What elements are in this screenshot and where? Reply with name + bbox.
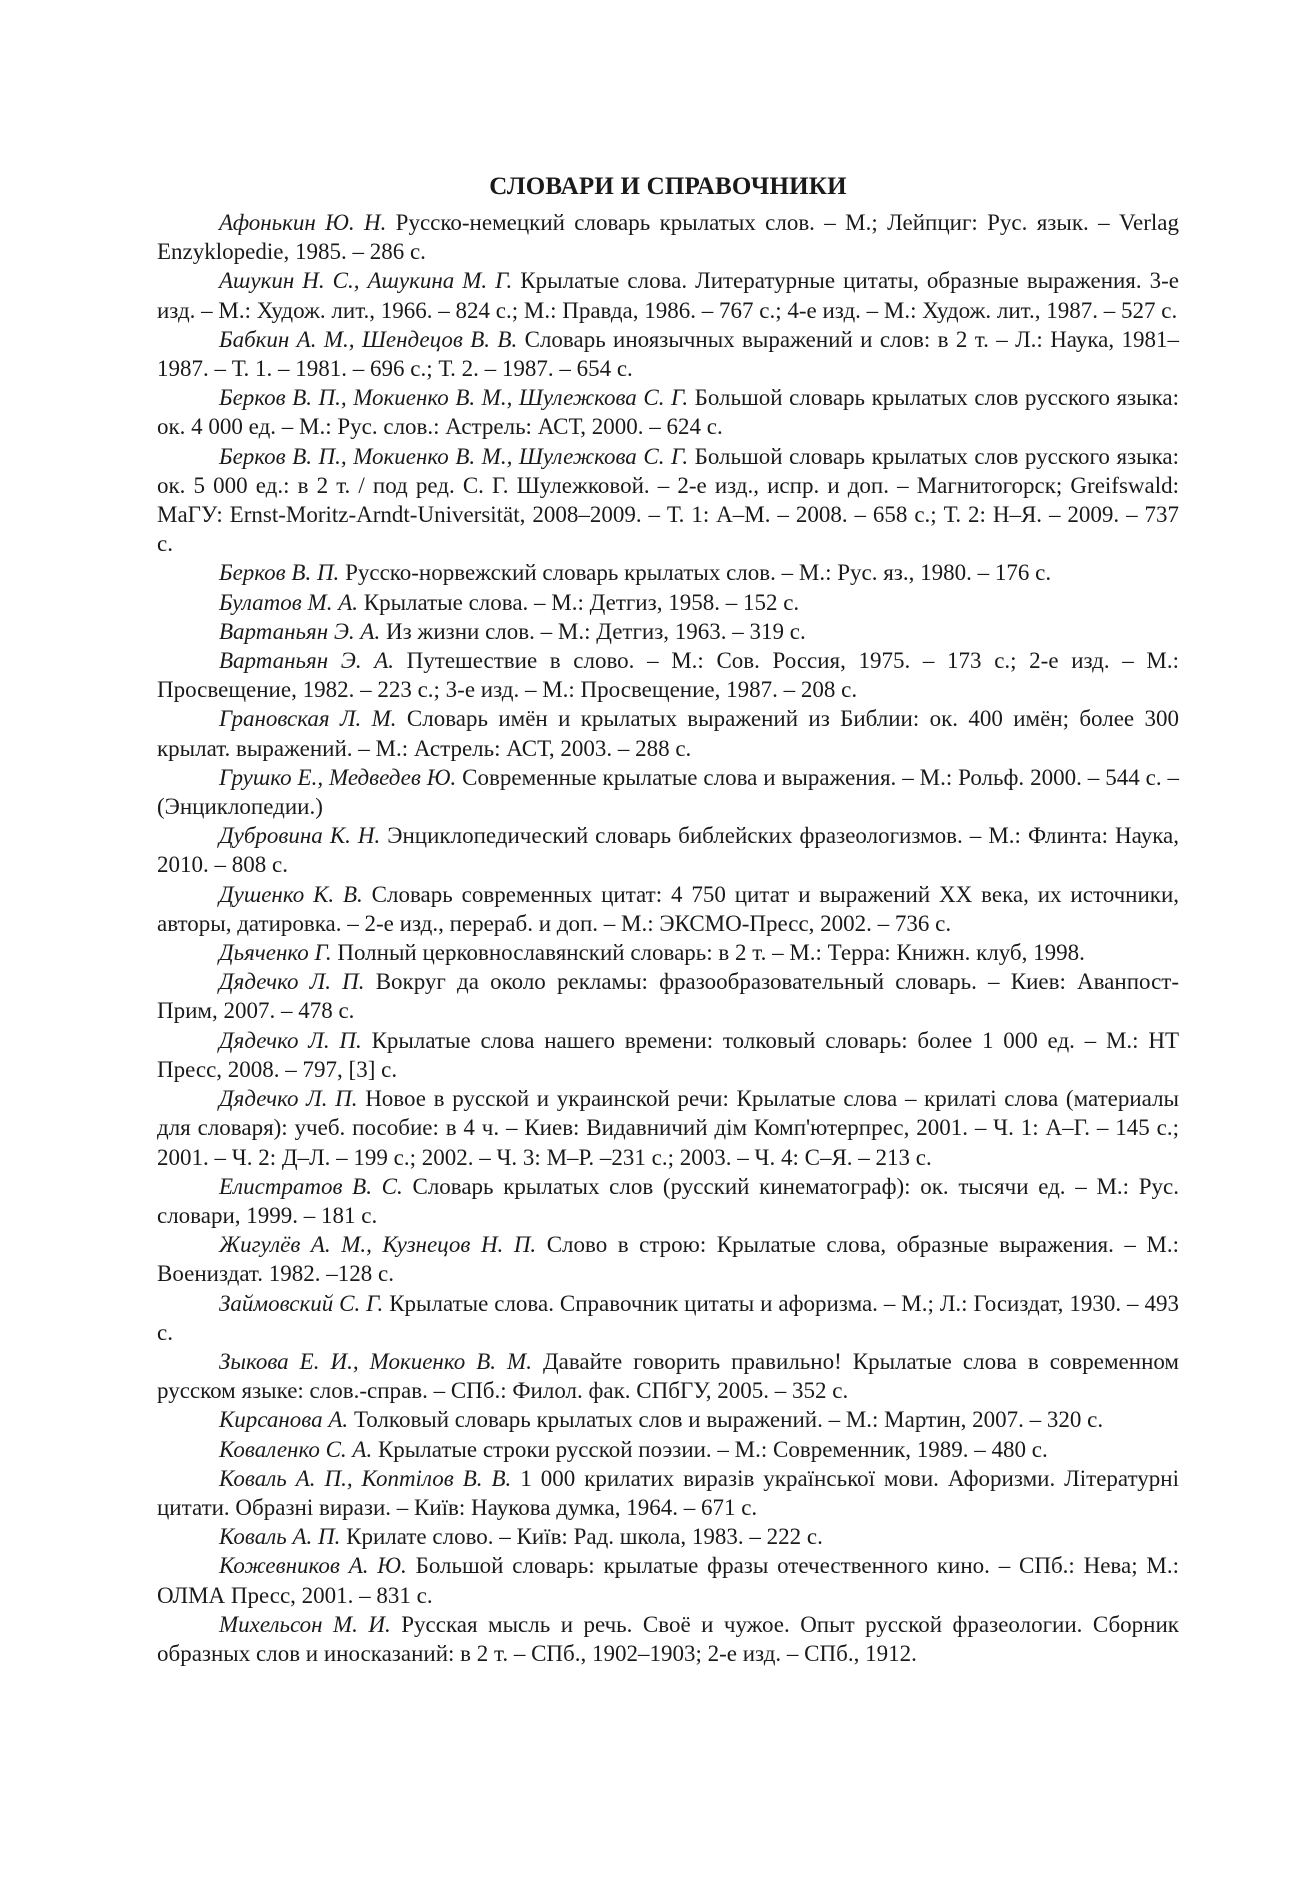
bibliography-entry xyxy=(157,588,1179,617)
entry-author: Елистратов В. С. xyxy=(219,1173,403,1199)
entry-author: Дядечко Л. П. xyxy=(219,1027,362,1053)
entry-author: Дядечко Л. П. xyxy=(219,1086,358,1112)
entry-author: Зыкова Е. И., Мокиенко В. М. xyxy=(219,1348,532,1374)
entry-description: Крилате слово. – Київ: Рад. школа, 1983. – 222 с. xyxy=(340,1524,823,1550)
entry-description: Большой словарь: крылатые фразы отечественного кино. – СПб.: Нева; М.: ОЛМА Пресс, 2001. – 831 с. xyxy=(157,1553,1179,1608)
entry-description: Толковый словарь крылатых слов и выражений. – М.: Мартин, 2007. – 320 с. xyxy=(348,1407,1104,1433)
entry-description: Полный церковнославянский словарь: в 2 т. – М.: Терра: Книжн. клуб, 1998. xyxy=(331,940,1085,966)
entry-author: Коваленко С. А. xyxy=(219,1436,373,1462)
entry-author: Займовский С. Г. xyxy=(219,1290,384,1316)
entry-author: Грушко Е., Медведев Ю. xyxy=(219,764,457,790)
entry-author: Ашукин Н. С., Ашукина М. Г. xyxy=(219,268,513,294)
entry-description: Крылатые слова нашего времени: толковый словарь: более 1 000 ед. – М.: НТ Пресс, 2008. – 797, [3] с. xyxy=(157,1027,1180,1082)
bibliography-entry xyxy=(157,1172,1179,1230)
bibliography-entry xyxy=(157,880,1179,938)
entry-description: Крылатые слова. Литературные цитаты, образные выражения. 3-е изд. – М.: Худож. лит., 1966. – 824 с.; М.: Правда, 1986. – 767 с.; 4-е изд. – М.: Худож. лит., 1987. – 527 с. xyxy=(157,268,1180,323)
bibliography-entry xyxy=(157,325,1179,383)
bibliography-entry xyxy=(157,1522,1179,1551)
bibliography-entry xyxy=(157,1084,1179,1172)
bibliography-entry xyxy=(157,442,1179,559)
entry-description: Словарь имён и крылатых выражений из Библии: ок. 400 имён; более 300 крылат. выражений. – М.: Астрель: АСТ, 2003. – 288 с. xyxy=(157,706,1179,761)
entry-author: Михельсон М. И. xyxy=(219,1611,391,1637)
bibliography-entry xyxy=(157,763,1179,821)
bibliography-entry xyxy=(157,938,1179,967)
entry-author: Душенко К. В. xyxy=(219,881,363,907)
entry-description: Крылатые слова. Справочник цитаты и афоризма. – М.; Л.: Госиздат, 1930. – 493 с. xyxy=(157,1290,1179,1345)
bibliography-entry xyxy=(157,617,1179,646)
bibliography-entry xyxy=(157,1610,1179,1668)
entry-author: Берков В. П. xyxy=(219,560,340,586)
entry-description: 1 000 крилатих виразiв української мови. Афоризми. Лiтературнi цитати. Образнi вирази. – Київ: Наукова думка, 1964. – 671 с. xyxy=(157,1465,1179,1520)
entry-author: Кожевников А. Ю. xyxy=(219,1553,407,1579)
entry-description: Словарь крылатых слов (русский кинематограф): ок. тысячи ед. – М.: Рус. словари, 1999. – 181 с. xyxy=(157,1173,1179,1228)
entry-description: Давайте говорить правильно! Крылатые слова в современном русском языке: слов.-справ. – СПб.: Филол. фак. СПбГУ, 2005. – 352 с. xyxy=(157,1348,1179,1404)
entry-description: Новое в русской и украинской речи: Крылатые слова – крилатi слова (материалы для словаря): учеб. пособие: в 4 ч. – Киев: Видавничий дiм Комп'ютерпрес, 2001. – Ч. 1: А–Г. – 145 с.; 2001. – Ч. 2: Д–Л. – 199 с.; 2002. – Ч. 3: М–Р. –231 с.; 2003. – Ч. 4: С–Я. – 213 с. xyxy=(157,1086,1179,1170)
bibliography-entry xyxy=(157,1289,1179,1347)
entry-description: Большой словарь крылатых слов русского языка: ок. 4 000 ед. – М.: Рус. слов.: Астрель: АСТ, 2000. – 624 с. xyxy=(157,385,1179,440)
entry-author: Дьяченко Г. xyxy=(219,940,332,966)
entry-author: Берков В. П., Мокиенко В. М., Шулежкова С. Г. xyxy=(219,385,689,411)
entry-author: Жигулёв А. М., Кузнецов Н. П. xyxy=(219,1232,537,1258)
bibliography-entry xyxy=(157,383,1179,441)
entry-description: Словарь иноязычных выражений и слов: в 2 т. – Л.: Наука, 1981–1987. – Т. 1. – 1981. – 696 с.; Т. 2. – 1987. – 654 с. xyxy=(157,326,1180,382)
entry-description: Русско-норвежский словарь крылатых слов. – М.: Рус. яз., 1980. – 176 с. xyxy=(339,560,1052,586)
entry-author: Вартаньян Э. А. xyxy=(219,648,395,674)
entry-description: Крылатые слова. – М.: Детгиз, 1958. – 152 с. xyxy=(358,589,800,615)
entry-author: Дубровина К. Н. xyxy=(219,823,381,849)
bibliography-entry xyxy=(157,1230,1179,1288)
entry-description: Словарь современных цитат: 4 750 цитат и выражений XX века, их источники, авторы, датировка. – 2-е изд., перераб. и доп. – М.: ЭКСМО-Пресс, 2002. – 736 с. xyxy=(157,881,1180,936)
entry-description: Энциклопедический словарь библейских фразеологизмов. – М.: Флинта: Наука, 2010. – 808 с. xyxy=(157,823,1179,878)
entry-description: Русско-немецкий словарь крылатых слов. – М.; Лейпциг: Рус. язык. – Verlag Enzyklopedie, 1985. – 286 с. xyxy=(157,210,1179,265)
bibliography-entry xyxy=(157,1405,1179,1434)
entry-author: Афонькин Ю. Н. xyxy=(219,210,387,235)
entry-author: Коваль А. П. xyxy=(219,1524,341,1550)
bibliography-entry xyxy=(157,266,1179,324)
entry-author: Кирсанова А. xyxy=(219,1407,349,1433)
document-page xyxy=(157,172,1179,1668)
entry-description: Крылатые строки русской поэзии. – М.: Современник, 1989. – 480 с. xyxy=(372,1436,1048,1462)
entry-description: Путешествие в слово. – М.: Сов. Россия, 1975. – 173 с.; 2-е изд. – М.: Просвещение, 1982. – 223 с.; 3-е изд. – М.: Просвещение, 1987. – 208 с. xyxy=(157,648,1179,703)
entry-author: Коваль А. П., Коптiлов В. В. xyxy=(219,1465,512,1491)
bibliography-entry xyxy=(157,208,1179,266)
bibliography-entry xyxy=(157,1464,1179,1522)
bibliography-entry xyxy=(157,1435,1179,1464)
entry-author: Бабкин А. М., Шендецов В. В. xyxy=(219,326,518,352)
bibliography-entry xyxy=(157,1026,1179,1084)
bibliography-entry xyxy=(157,1347,1179,1405)
bibliography-list xyxy=(157,208,1179,1668)
bibliography-entry xyxy=(157,558,1179,587)
entry-author: Вартаньян Э. А. xyxy=(219,618,381,644)
entry-description: Из жизни слов. – М.: Детгиз, 1963. – 319 с. xyxy=(380,618,806,644)
bibliography-entry xyxy=(157,704,1179,762)
entry-description: Большой словарь крылатых слов русского языка: ок. 5 000 ед.: в 2 т. / под ред. С. Г. Шулежковой. – 2-е изд., испр. и доп. – Магнитогорск; Greifswald: МаГУ: Ernst-Moritz-Arndt-Universität, 2008–2009. – Т. 1: А–М. – 2008. – 658 с.; Т. 2: Н–Я. – 2009. – 737 с. xyxy=(157,443,1179,557)
entry-author: Дядечко Л. П. xyxy=(219,969,365,995)
entry-description: Русская мысль и речь. Своё и чужое. Опыт русской фразеологии. Сборник образных слов и иносказаний: в 2 т. – СПб., 1902–1903; 2-е изд. – СПб., 1912. xyxy=(157,1611,1179,1666)
entry-author: Берков В. П., Мокиенко В. М., Шулежкова С. Г. xyxy=(219,443,689,469)
bibliography-entry xyxy=(157,646,1179,704)
entry-description: Вокруг да около рекламы: фразообразовательный словарь. – Киев: Аванпост-Прим, 2007. – 478 с. xyxy=(157,969,1179,1024)
page-title: СЛОВАРИ И СПРАВОЧНИКИ xyxy=(489,173,847,200)
bibliography-entry xyxy=(157,1551,1179,1609)
entry-description: Современные крылатые слова и выражения. – М.: Рольф. 2000. – 544 с. – (Энциклопедии.) xyxy=(157,764,1180,820)
bibliography-entry xyxy=(157,967,1179,1025)
bibliography-entry xyxy=(157,821,1179,879)
entry-author: Булатов М. А. xyxy=(219,589,358,615)
entry-author: Грановская Л. М. xyxy=(219,706,397,732)
entry-description: Слово в строю: Крылатые слова, образные выражения. – М.: Воениздат. 1982. –128 с. xyxy=(157,1232,1179,1287)
